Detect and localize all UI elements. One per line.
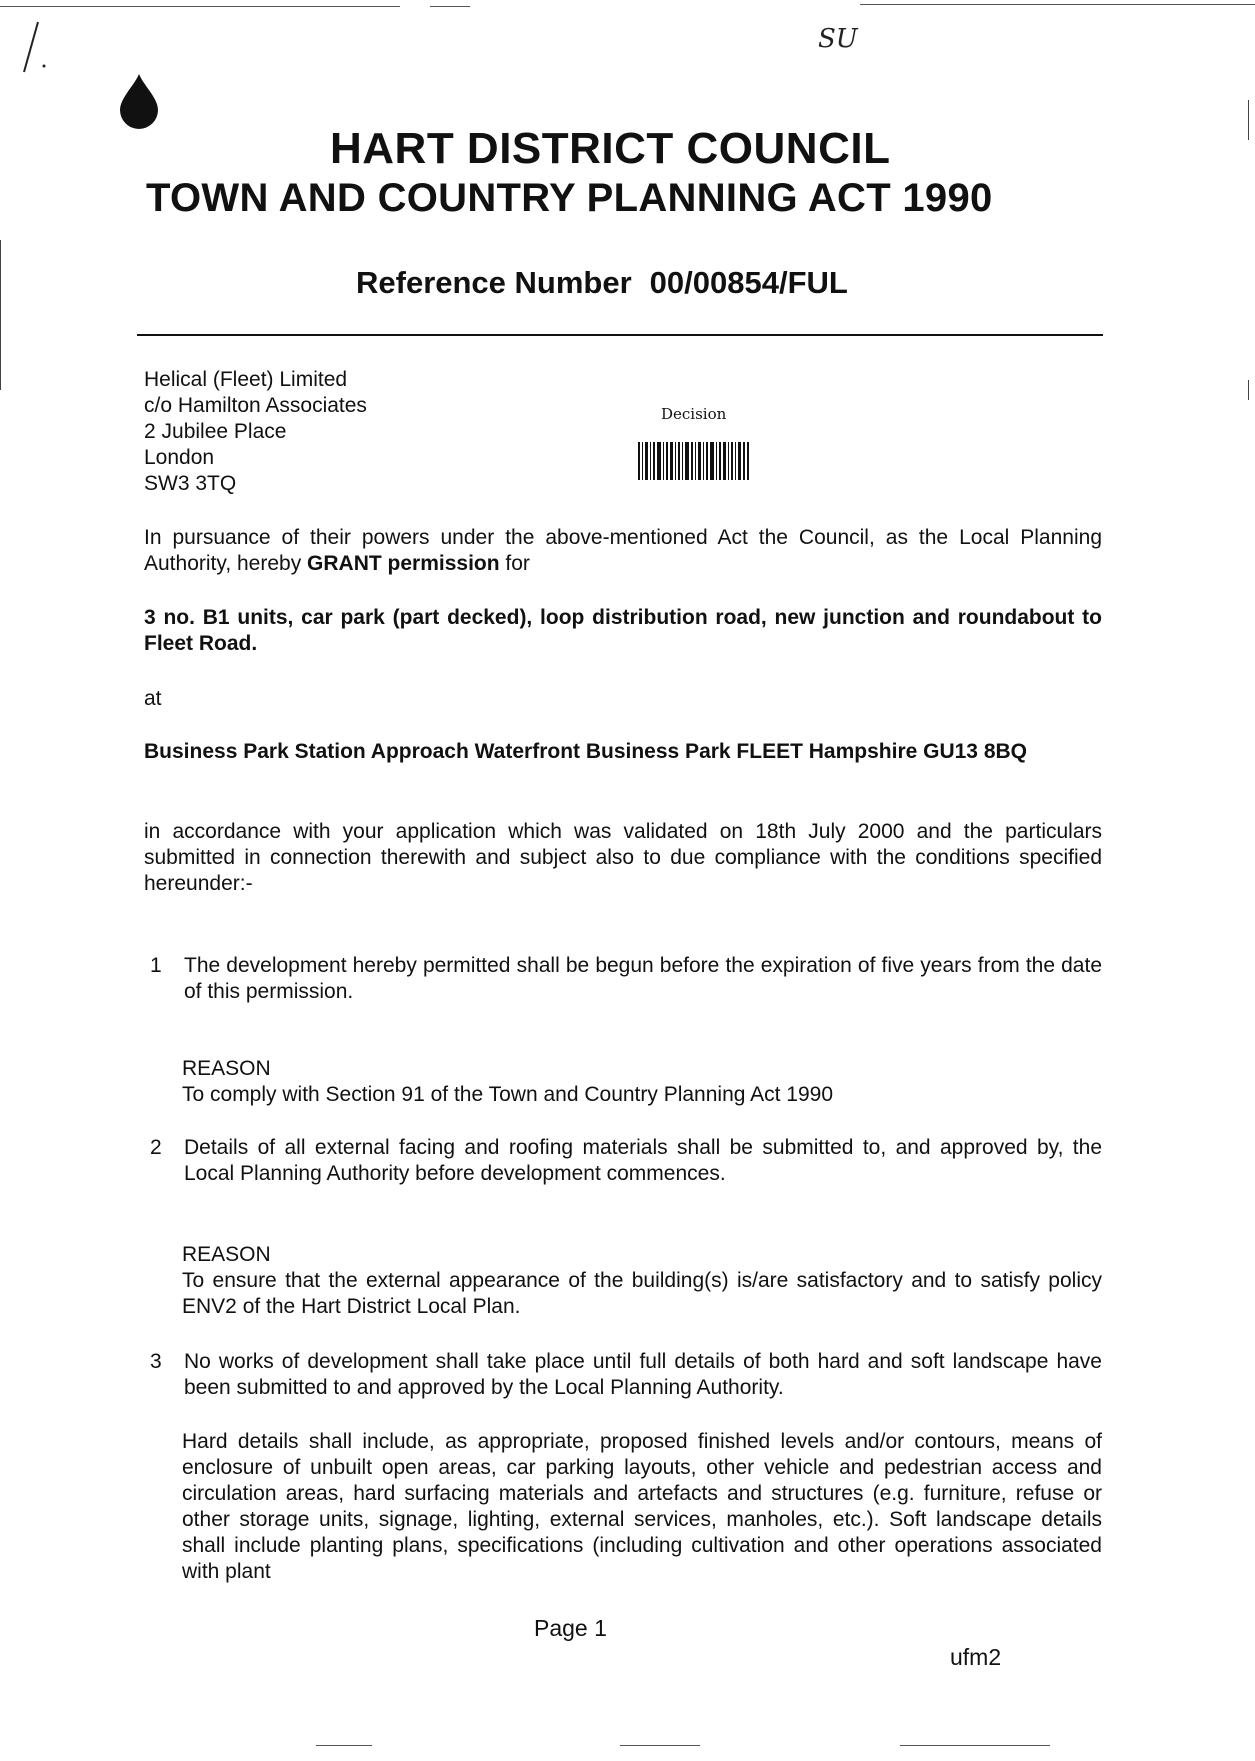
scan-artifact-line	[860, 4, 1255, 5]
decision-label: Decision	[661, 405, 727, 423]
scan-artifact-mark	[10, 18, 50, 78]
address-line: c/o Hamilton Associates	[144, 394, 367, 417]
grant-intro-text: In pursuance of their powers under the above-mentioned Act the Council, as the Local Planning Authority, hereby	[144, 526, 1102, 575]
scan-artifact-line	[620, 1745, 700, 1746]
reason-label: REASON	[182, 1243, 271, 1266]
act-title: TOWN AND COUNTRY PLANNING ACT 1990	[146, 176, 993, 220]
development-description: 3 no. B1 units, car park (part decked), loop distribution road, new junction and roundabout to Fleet Road.	[144, 606, 1102, 655]
condition-number: 2	[150, 1136, 162, 1159]
condition-number: 1	[150, 954, 162, 977]
scan-artifact-edge	[0, 240, 1, 390]
reason-label: REASON	[182, 1057, 271, 1080]
grant-intro	[144, 525, 1102, 577]
at-word: at	[144, 687, 162, 710]
council-logo-icon	[118, 72, 160, 130]
barcode-icon	[638, 442, 750, 480]
condition-text: The development hereby permitted shall be begun before the expiration of five years from the date of this permission.	[184, 954, 1102, 1003]
scan-artifact-edge	[1248, 380, 1249, 400]
address-line: SW3 3TQ	[144, 472, 237, 495]
condition-number: 3	[150, 1350, 162, 1373]
scan-artifact-line	[430, 6, 470, 7]
condition-continuation: Hard details shall include, as appropriate, proposed finished levels and/or contours, means of enclosure of unbuilt open areas, car parking layouts, other vehicle and pedestrian access and circulation areas, hard surfacing materials and artefacts and structures (e.g. furniture, refuse or other storage units, signage, lighting, external services, manholes, etc.). Soft landscape details shall include planting plans, specifications (including cultivation and other operations associated with plant	[182, 1430, 1102, 1583]
scan-artifact-edge	[1248, 100, 1249, 140]
reference-number	[356, 265, 848, 301]
scan-artifact-line	[316, 1745, 372, 1746]
grant-word: GRANT permission	[307, 552, 500, 575]
signature: SU	[818, 24, 858, 54]
accordance-text: in accordance with your application which was validated on 18th July 2000 and the particulars submitted in connection therewith and subject also to due compliance with the conditions specified hereunder:-	[144, 820, 1102, 895]
reason-text: To ensure that the external appearance of the building(s) is/are satisfactory and to satisfy policy ENV2 of the Hart District Local Plan.	[182, 1269, 1102, 1318]
site-address: Business Park Station Approach Waterfront Business Park FLEET Hampshire GU13 8BQ	[144, 740, 1028, 763]
header-divider	[137, 334, 1103, 336]
scan-artifact-line	[900, 1745, 1050, 1746]
reference-value: 00/00854/FUL	[649, 265, 848, 300]
reason-text: To comply with Section 91 of the Town and Country Planning Act 1990	[182, 1083, 834, 1106]
address-line: London	[144, 446, 215, 469]
address-line: 2 Jubilee Place	[144, 420, 287, 443]
grant-for-word: for	[505, 552, 530, 575]
reference-label: Reference Number	[356, 265, 632, 300]
condition-text: No works of development shall take place until full details of both hard and soft landscape have been submitted to and approved by the Local Planning Authority.	[184, 1350, 1102, 1399]
condition-text: Details of all external facing and roofing materials shall be submitted to, and approved by, the Local Planning Authority before development commences.	[184, 1136, 1102, 1185]
address-line: Helical (Fleet) Limited	[144, 368, 348, 391]
page-number: Page 1	[534, 1615, 607, 1641]
form-code: ufm2	[950, 1644, 1002, 1670]
scan-artifact-line	[0, 6, 400, 7]
applicant-address	[144, 367, 367, 497]
council-title: HART DISTRICT COUNCIL	[330, 124, 891, 173]
